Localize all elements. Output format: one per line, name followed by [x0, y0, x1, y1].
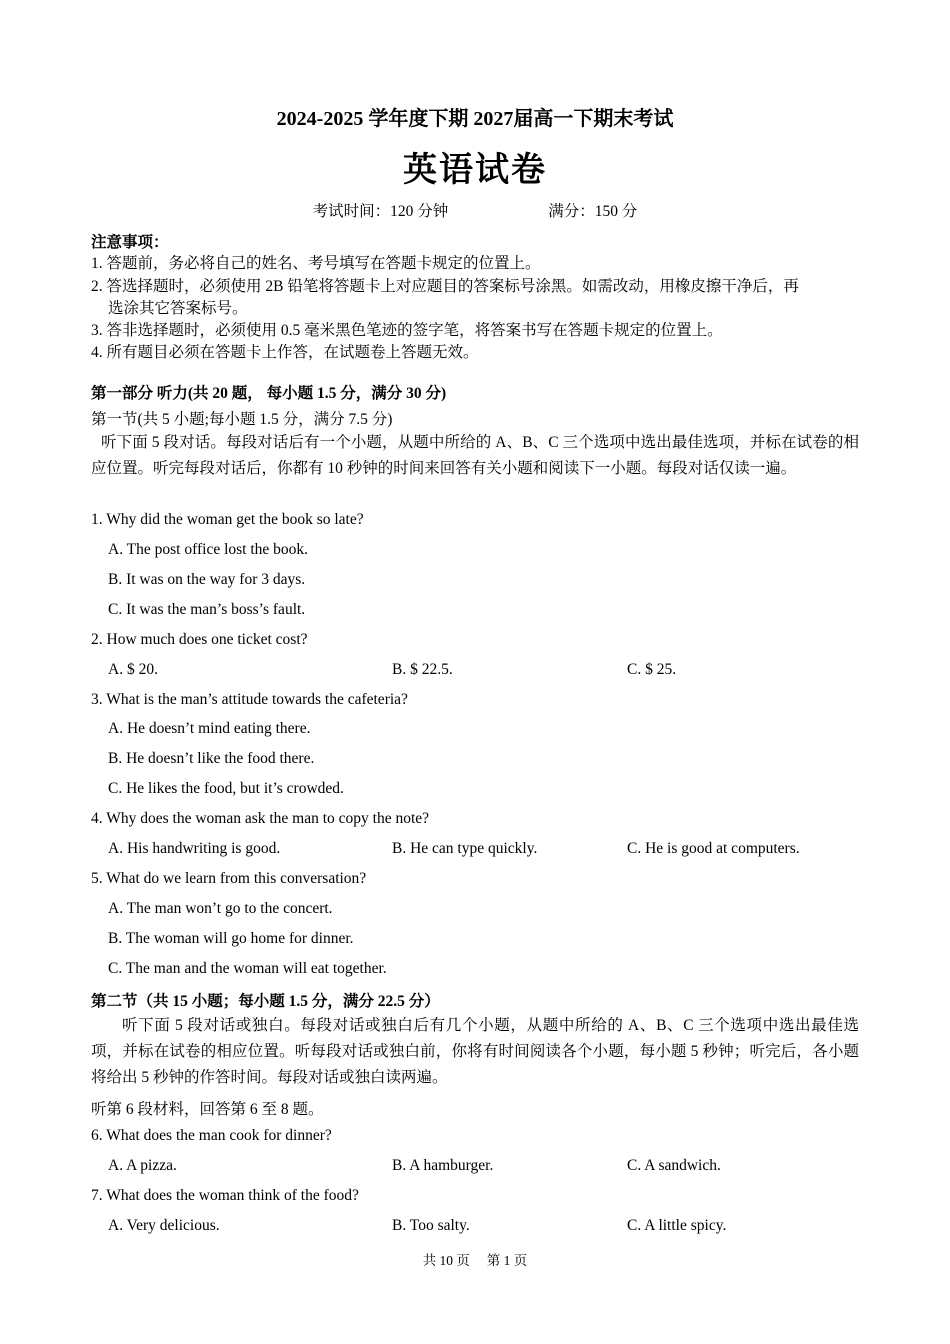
exam-score: 满分：150 分 [548, 203, 638, 220]
question-7-stem: 7. What does the woman think of the food? [91, 1187, 359, 1204]
question-2-option-a: A. $ 20. [108, 661, 158, 678]
question-5-option-a: A. The man won’t go to the concert. [108, 900, 333, 917]
question-1-option-b: B. It was on the way for 3 days. [108, 571, 306, 588]
question-1-option-c: C. It was the man’s boss’s fault. [108, 601, 306, 618]
section2-instructions: 听下面 5 段对话或独白。每段对话或独白后有几个小题，从题中所给的 A、B、C 三个选项中选出最佳选项，并标在试卷的相应位置。听每段对话或独白前，你将有时间阅读各个小题，每小题 5 秒钟；听完后，各小题将给出 5 秒钟的作答时间。每段对话或独白读两遍。 [91, 1017, 859, 1086]
question-6-option-c: C. A sandwich. [627, 1157, 721, 1174]
exam-title: 英语试卷 [403, 152, 547, 189]
question-5-option-c: C. The man and the woman will eat together. [108, 960, 387, 977]
exam-meta [0, 199, 950, 221]
exam-header-line: 2024-2025 学年度下期 2027届高一下期末考试 [276, 108, 674, 130]
section2-title: 第二节（共 15 小题；每小题 1.5 分，满分 22.5 分） [91, 993, 440, 1010]
section1-title: 第一节(共 5 小题;每小题 1.5 分，满分 7.5 分) [91, 411, 393, 428]
note-4: 4. 所有题目必须在答题卡上作答，在试题卷上答题无效。 [91, 344, 479, 361]
question-2-option-c: C. $ 25. [627, 661, 677, 678]
note-2: 2. 答选择题时，必须使用 2B 铅笔将答题卡上对应题目的答案标号涂黑。如需改动，用橡皮擦干净后，再 [91, 278, 799, 295]
question-2-option-b: B. $ 22.5. [392, 661, 453, 678]
page-footer: 共 10 页 第 1 页 [422, 1253, 528, 1268]
note-1: 1. 答题前，务必将自己的姓名、考号填写在答题卡规定的位置上。 [91, 255, 541, 272]
question-7-option-a: A. Very delicious. [108, 1217, 220, 1234]
part1-title: 第一部分 听力(共 20 题， 每小题 1.5 分，满分 30 分) [91, 385, 447, 402]
question-2-stem: 2. How much does one ticket cost? [91, 631, 308, 648]
question-4-option-c: C. He is good at computers. [627, 840, 800, 857]
question-1-option-a: A. The post office lost the book. [108, 541, 309, 558]
question-3-option-b: B. He doesn’t like the food there. [108, 750, 315, 767]
question-1-stem: 1. Why did the woman get the book so late? [91, 511, 364, 528]
section1-instructions: 听下面 5 段对话。每段对话后有一个小题，从题中所给的 A、B、C 三个选项中选出最佳选项，并标在试卷的相应位置。听完每段对话后，你都有 10 秒钟的时间来回答有关小题和阅读下一小题。每段对话仅读一遍。 [91, 434, 859, 477]
note-2-cont: 选涂其它答案标号。 [108, 300, 248, 317]
notes-heading: 注意事项： [91, 234, 169, 251]
question-4-option-b: B. He can type quickly. [392, 840, 538, 857]
note-3: 3. 答非选择题时，必须使用 0.5 毫米黑色笔迹的签字笔，将答案书写在答题卡规定的位置上。 [91, 322, 723, 339]
question-5-option-b: B. The woman will go home for dinner. [108, 930, 354, 947]
question-4-stem: 4. Why does the woman ask the man to copy the note? [91, 810, 430, 827]
question-4-option-a: A. His handwriting is good. [108, 840, 281, 857]
question-7-option-b: B. Too salty. [392, 1217, 470, 1234]
question-3-option-c: C. He likes the food, but it’s crowded. [108, 780, 344, 797]
material-6-intro: 听第 6 段材料，回答第 6 至 8 题。 [91, 1101, 324, 1118]
question-3-stem: 3. What is the man’s attitude towards the cafeteria? [91, 691, 408, 708]
question-5-stem: 5. What do we learn from this conversation? [91, 870, 367, 887]
question-7-option-c: C. A little spicy. [627, 1217, 727, 1234]
question-6-stem: 6. What does the man cook for dinner? [91, 1127, 332, 1144]
question-3-option-a: A. He doesn’t mind eating there. [108, 720, 311, 737]
question-6-option-b: B. A hamburger. [392, 1157, 494, 1174]
question-6-option-a: A. A pizza. [108, 1157, 177, 1174]
exam-time: 考试时间：120 分钟 [312, 203, 449, 220]
